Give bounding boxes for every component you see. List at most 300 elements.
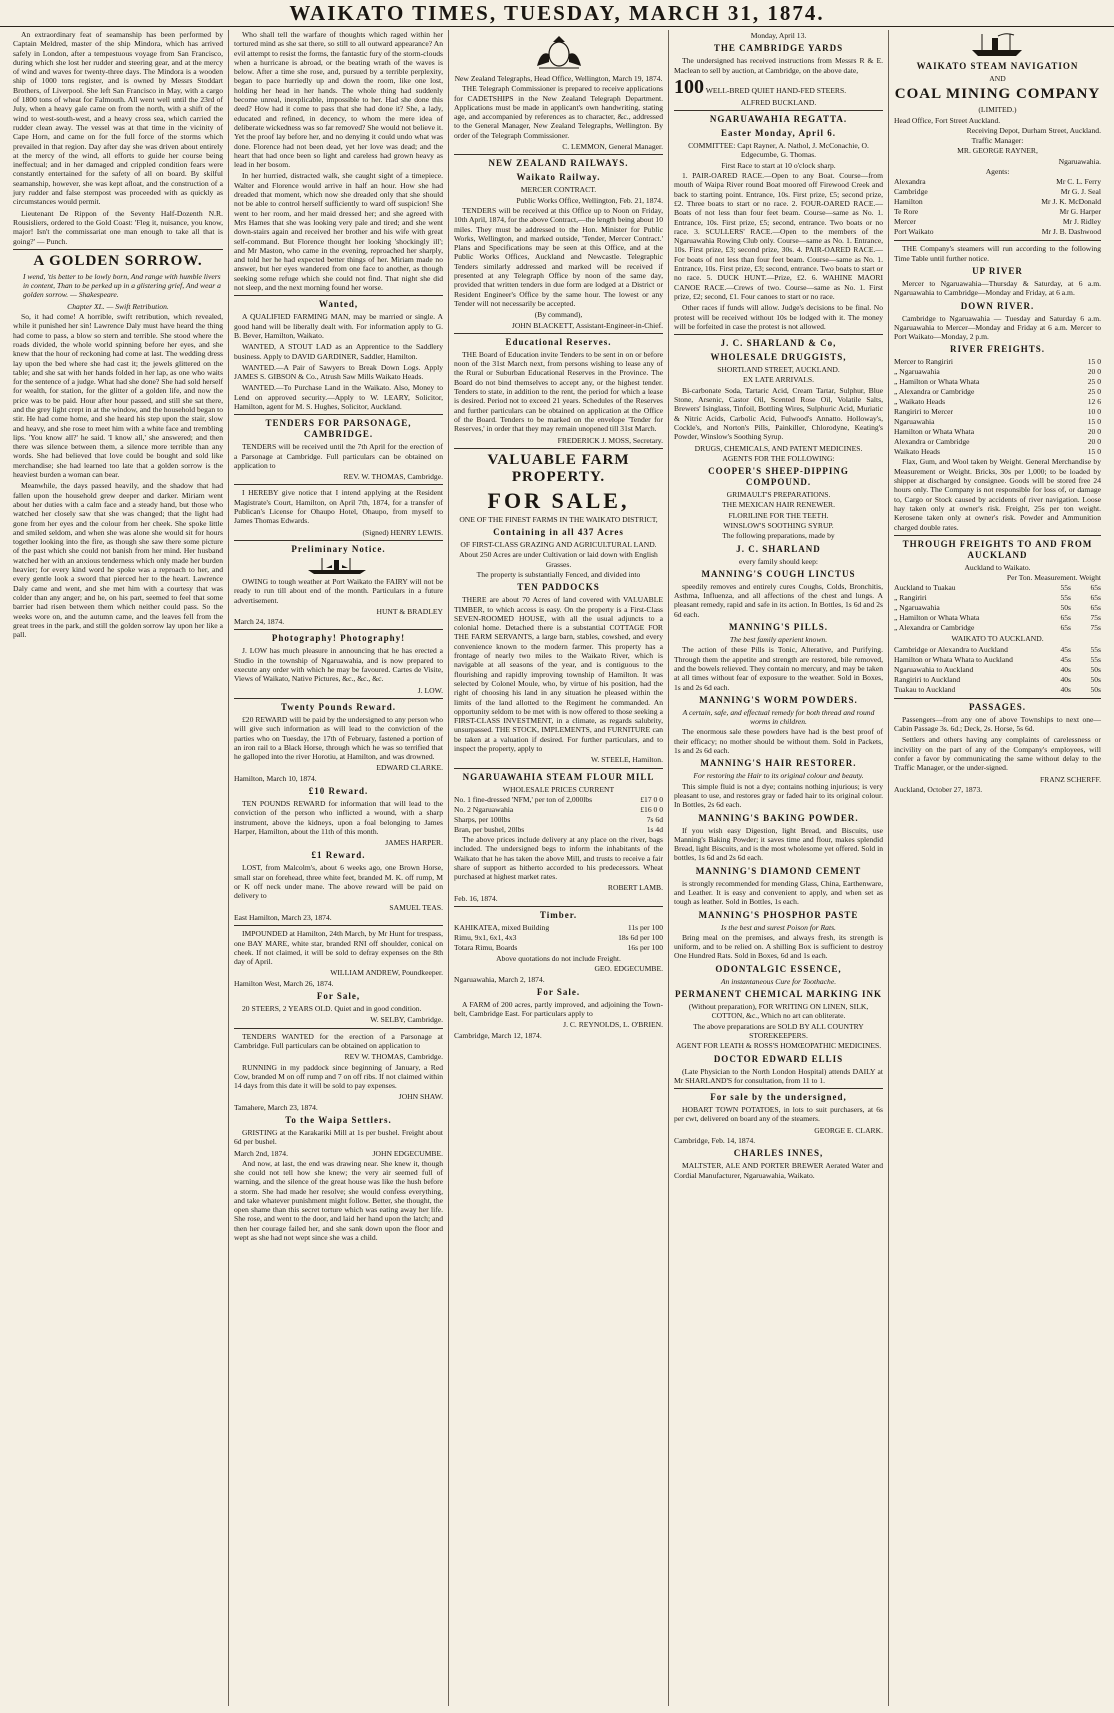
cement-heading: MANNING'S DIAMOND CEMENT (695, 865, 862, 876)
regatta-heading: NGARUAWAHIA REGATTA. (709, 114, 848, 125)
preliminary-heading: Preliminary Notice. (291, 543, 386, 554)
list-row (454, 795, 663, 805)
yards-heading: THE CAMBRIDGE YARDS (713, 43, 844, 54)
cooper-heading: COOPER'S SHEEP-DIPPING COMPOUND. (708, 466, 849, 488)
divider (234, 414, 443, 415)
story-title: A GOLDEN SORROW. (33, 252, 203, 269)
list-row (894, 387, 1101, 397)
worm-heading: MANNING'S WORM POWDERS. (699, 694, 858, 705)
passages-text: Passengers—from any one of above Townships to next one—Cabin Passage 3s. 6d.; Deck, 2s. Horse, 5s 6d. (894, 714, 1101, 734)
waipa-footer (234, 1149, 443, 1159)
punch-paragraph: Lieutenant De Rippon of the Seventy Half-Dozenth N.R. Rousisliers, ordered to the Gold Coast: 'Fleg it, nuisance, you know, major! Isn't the commissariat one man enough to take all that is going?' — Punch. (13, 208, 223, 246)
story-continued-2: In her hurried, distracted walk, she caught sight of a timepiece. Walter and Florence would arrive in half an hour. How she had dreaded that moment, which now she dreaded only that she should not be able to control herself sufficiently to ward off suspicion! She went to her room, and her maid dressed her; and she agreed with Mrs Hames that she was looking very pale and tired; and she went down-stairs again and received her brother and his wife with great self-command. But Florence thought her looking 'shockingly ill'; and Mr Maston, who came in the evening, reproached her sharply, and told her he had expected better things of her. Miriam made no answer, but her eyes wandered from one face to another, as though seeking some refuge which she could not find. That night she did not sleep, and the next morning found her worse. (234, 171, 443, 293)
reward1-heading: £1 Reward. (311, 850, 366, 861)
license-notice: I HEREBY give notice that I intend applying at the Resident Magistrate's Court, Hamilton, on April 7th, 1874, for a transfer of Publican's License for Ohaupo Hotel, Ohaupo, from myself to James Thomas Edwards. (234, 488, 443, 526)
traffic-manager: MR. GEORGE RAYNER, (957, 146, 1038, 156)
list-cell: Alexandra or Cambridge (894, 437, 970, 447)
list-row (454, 815, 663, 825)
list-row (454, 933, 663, 943)
parsonage-signature: REV. W. THOMAS, Cambridge. (343, 472, 443, 482)
impounded-text: IMPOUNDED at Hamilton, 24th March, by Mr Hunt for trespass, one BAY MARE, white star, branded RNI off shoulder, conical on cheek. If not claimed, it will be sold to defray expenses on the 8th day of April. (234, 929, 443, 967)
divider (234, 295, 443, 296)
regatta-committee: COMMITTEE: Capt Rayner, A. Nathol, J. McConachie, O. Edgecumbe, G. Thomas. (688, 141, 869, 160)
ellis-heading: DOCTOR EDWARD ELLIS (713, 1053, 844, 1064)
list-cell: Mercer (894, 217, 916, 227)
divider (234, 925, 443, 926)
divider (454, 448, 663, 449)
freight-row (894, 603, 1101, 613)
freight-weight: 55s (1090, 644, 1101, 654)
freight-weight: 65s (1090, 583, 1101, 593)
farm-forsale: FOR SALE, (487, 487, 630, 513)
freight-measurement: 40s (1060, 674, 1071, 684)
limited: (LIMITED.) (978, 105, 1017, 115)
list-cell: „ Waikato Heads (894, 397, 946, 407)
list-row (454, 923, 663, 933)
running-signature: JOHN SHAW. (398, 1092, 443, 1102)
running-text: RUNNING in my paddock since beginning of January, a Red Cow, branded M on off rump and 7 on off ribs. If not claimed within 14 days from this date it will be sold to pay expenses. (234, 1062, 443, 1091)
story-epigraph: I wend, 'tis better to be lowly born, And range with humble livers in content, Than to be perked up in a glistering grief, And wear a golden sorrow. — Shakespeare. (23, 271, 221, 300)
sharland-subheading: WHOLESALE DRUGGISTS, (710, 352, 847, 363)
list-cell: „ Ngaruawahia (894, 367, 940, 377)
sharland-drugs: DRUGS, CHEMICALS, AND PATENT MEDICINES. (694, 443, 863, 453)
divider (454, 906, 663, 907)
freight-measurement: 40s (1060, 664, 1071, 674)
freight-row (894, 613, 1101, 623)
waikato-auckland: WAIKATO TO AUCKLAND. (951, 634, 1044, 644)
forsale-signature: W. SELBY, Cambridge. (370, 1015, 443, 1025)
freight-route: Cambridge or Alexandra to Auckland (894, 644, 1008, 654)
potatoes-date: Cambridge, Feb. 14, 1874. (674, 1136, 756, 1146)
mill-price-list (454, 795, 663, 835)
railways-heading: NEW ZEALAND RAILWAYS. (488, 158, 629, 169)
freight-route: Rangiriri to Auckland (894, 674, 961, 684)
parsonage-heading: TENDERS FOR PARSONAGE, CAMBRIDGE. (265, 418, 412, 440)
list-cell: Bran, per bushel, 20lbs (454, 824, 525, 834)
educational-signature: FREDERICK J. MOSS, Secretary. (557, 435, 663, 445)
up-river-text: Mercer to Ngaruawahia—Thursday & Saturday, at 6 a.m. Ngaruawahia to Cambridge—Monday and Friday, at 6 a.m. (894, 278, 1101, 298)
freight-row (894, 593, 1101, 603)
receiving-depot: Receiving Depot, Durham Street, Auckland. (966, 125, 1101, 135)
forsale-heading: For Sale, (316, 991, 361, 1002)
telegraph-text: THE Telegraph Commissioner is prepared to receive applications for CADETSHIPS in the New Zealand Telegraph Department. Applications must be made in applicant's own handwriting, stating age, and accompanied by references as to character, &c., addressed to the General Manager, New Zealand Telegraphs, Wellington. By order of the Telegraph Commissioner. (454, 84, 663, 140)
hair-text: This simple fluid is not a dye; contains nothing injurious; is very pleasant to use, and restores gray or faded hair to its original colour. In Bottles, 2s 6d each. (674, 781, 883, 810)
column-5 (888, 30, 1106, 1706)
story-text: So, it had come! A horrible, swift retribution, which revealed, while it punished her sin! Lawrence Daly must have heard the thing had come to pass, a blow so stern and terrible. She stood where the roads divided, the whole world spinning before her eyes, and she knew that the hour of reckoning had come at last. The wedding dress lay upon the bed where she had cast it; the jewels glittered on the table; and she sat with her hands folded in her lap, as one who waits for the sentence of a judge. What had she done? She had sold herself for wealth, for station, for the glitter of a golden life, and now the price was to be paid. Hour after hour passed, and still she sat there, and the grey light crept in at the window, and the household began to stir. He had come home, and she heard his step upon the stair, slow and heavy, and she rose to meet him with a white face and trembling lips. 'You know all?' he said. 'I know all,' she answered; and then there was silence between them, a silence more terrible than any words. She had believed that love could be bought and sold like merchandise; she had learned too late that a golden sorrow is the heaviest burden a woman can bear. (13, 312, 223, 480)
list-cell: Mr J. K. McDonald (1041, 197, 1101, 207)
list-cell: 1s 4d (646, 824, 663, 834)
steam-heading: WAIKATO STEAM NAVIGATION (916, 61, 1079, 71)
list-row (894, 187, 1101, 197)
running-date: Tamahere, March 23, 1874. (234, 1102, 318, 1112)
sale-signature: J. C. REYNOLDS, L. O'BRIEN. (563, 1020, 663, 1030)
sharland-arrivals: EX LATE ARRIVALS. (743, 375, 814, 385)
list-row (894, 417, 1101, 427)
up-river-heading: UP RIVER (972, 265, 1023, 276)
divider (234, 629, 443, 630)
farm-paddocks: TEN PADDOCKS (517, 582, 600, 593)
reward1-signature: SAMUEL TEAS. (389, 902, 443, 912)
sale-heading: For Sale. (536, 986, 581, 997)
list-cell: No. 2 Ngaruawahia (454, 804, 514, 814)
hair-subheading: For restoring the Hair to its original colour and beauty. (693, 771, 864, 781)
railways-by-command: (By command), (534, 310, 583, 320)
through-list (894, 583, 1101, 633)
photography-heading: Photography! Photography! (271, 633, 406, 644)
waipa-date: March 2nd, 1874. (234, 1148, 288, 1158)
freight-row (894, 645, 1101, 655)
list-cell: £17 0 0 (640, 794, 663, 804)
royal-crest-icon (531, 32, 587, 72)
freight-route: „ Alexandra or Cambridge (894, 623, 975, 633)
freight-row (894, 583, 1101, 593)
regatta-races: 1. PAIR-OARED RACE.—Open to any Boat. Course—from mouth of Waipa River round Boat moored off Firewood Creek and back to starting point. Entrance, 10s. First prize, £5; second prize, £2. Three boats to start or no race. 2. FOUR-OARED RACE.—Boats of not less than four feet beam. Course—same as No. 1. Entrance, 10s. First prize, £5; second, entrance. Two boats or no race. 3. SCULLERS' RACE.—Open to the members of the Ngaruawahia Rowing Club only. Course—same as No. 1. Entrance, 10s. First prize, £3; second prize, 30s. 4. PAIR-OARED RACE.—For boats of not less than four feet beam. Course—same as No. 1. Entrance, 10s. First prize, £3; second, entrance. Two boats to start or no race. 5. DUCK HUNT.—Prize, £2. 6. WAHINE MAORI CANOE RACE.—Crews of two. Course—same as No. 1. First prize, £2; second, £1. Four canoes to start or no race. (674, 171, 883, 301)
freight-row (894, 675, 1101, 685)
paste-text: Bring meal on the premises, and always fresh, its strength is uniform, and to be relied on. A shilling Box is sufficient to destroy One Hundred Rats. Sold in Boxes, 6d and 1s each. (674, 932, 883, 961)
divider (894, 698, 1101, 699)
column-2 (228, 30, 448, 1706)
reward20-text: £20 REWARD will be paid by the undersigned to any person who will give such information as will lead to the conviction of the parties who on Tuesday, the 17th of February, fastened a portion of an iron rail to a Black Horse, through which he was so terrified that he galloped into the river Horotiu, at Hamilton, and was drowned. (234, 714, 443, 762)
educational-text: THE Board of Education invite Tenders to be sent in on or before noon of the 31st March next, from persons wishing to lease any of the Rural or Suburban Educational Reserves in the Province. The Board do not bind themselves to accept any, or the highest tender. Tenders to state, in addition to the rent, the period for which a lease is desired. Period not to exceed 21 years. Schedules of the Reserves and further particulars can be obtained on application at the Office of the Board. Tenders to be marked on the envelope 'Tender for Reserves,' in order that they may remain unopened till 31st March. (454, 349, 663, 434)
sold-by: The above preparations are SOLD BY ALL COUNTRY STOREKEEPERS. (693, 1021, 864, 1040)
paste-heading: MANNING'S PHOSPHOR PASTE (698, 909, 859, 920)
freight-measurement: 55s (1060, 593, 1071, 603)
agents-heading: Agents: (985, 167, 1010, 177)
mill-date: Feb. 16, 1874. (454, 893, 498, 903)
reward10-signature: JAMES HARPER. (385, 838, 443, 848)
freight-weight: 50s (1090, 664, 1101, 674)
photography-signature: J. LOW. (417, 685, 443, 695)
divider (234, 698, 443, 699)
farm-heading: VALUABLE FARM PROPERTY. (487, 451, 630, 485)
list-cell: „ Alexandra or Cambridge (894, 387, 975, 397)
baking-heading: MANNING'S BAKING POWDER. (698, 812, 859, 823)
license-signature: (Signed) HENRY LEWIS. (362, 527, 443, 537)
list-cell: 20 0 (1087, 437, 1101, 447)
floriline-heading: FLORILINE FOR THE TEETH. (728, 510, 829, 520)
cough-heading: MANNING'S COUGH LINCTUS (701, 568, 856, 579)
yards-signature: ALFRED BUCKLAND. (740, 97, 817, 107)
regatta-start: First Race to start at 10 o'clock sharp. (721, 160, 836, 170)
list-cell: 15 0 (1087, 447, 1101, 457)
freight-row (894, 623, 1101, 633)
wanted-stout-lad: WANTED, A STOUT LAD as an Apprentice to the Saddlery business. Apply to DAVID GARDINER, Saddler, Hamilton. (234, 342, 443, 361)
tenders-church-text: TENDERS WANTED for the erection of a Parsonage at Cambridge. Full particulars can be obtained on application to (234, 1031, 443, 1050)
worm-subheading: A certain, safe, and effectual remedy for both thread and round worms in children. (682, 707, 875, 727)
yards-text: The undersigned has received instructions from Messrs R & E. Maclean to sell by auction, at Cambridge, on the above date, (674, 56, 883, 75)
marking-heading: PERMANENT CHEMICAL MARKING INK (674, 989, 883, 1000)
settlers-text: Settlers and others having any complaints of carelessness or incivility on the part of any of the Company's employees, will confer a favor by communicating the same without delay to the Traffic Manager, or the under-signed. (894, 735, 1101, 773)
list-cell: 11s per 100 (627, 923, 663, 932)
yards-count: 100 (674, 75, 704, 98)
farm-cultivation: About 250 Acres are under Cultivation or laid down with English Grasses. (459, 550, 658, 569)
list-row (894, 437, 1101, 447)
list-cell: Mercer to Rangiriri (894, 357, 954, 367)
sharland-address: SHORTLAND STREET, AUCKLAND. (717, 365, 840, 375)
freight-measurement: 65s (1060, 613, 1071, 623)
waipa-signature: JOHN EDGECUMBE. (372, 1148, 443, 1158)
freight-route: „ Hamilton or Whata Whata (894, 613, 980, 623)
grimault-heading: GRIMAULT'S PREPARATIONS. (726, 490, 831, 500)
story-continued-3: And now, at last, the end was drawing near. She knew it, though she could not tell how she knew; the very air seemed full of warning, and the silence of the great house was like the hush before a storm. She had made her resolve; she would confess everything, and take whatever punishment might follow. Better, she thought, the open shame than this secret torture which was eating away her life. She rose, and went to the door, and laid her hand upon the latch; and then her courage failed her, and she sank down upon the floor and wept as she had not wept since she was a child. (234, 1158, 443, 1242)
innes-text: MALTSTER, ALE AND PORTER BREWER Aerated Water and Cordial Manufacturer, Ngaruawahia, Waikato. (674, 1161, 883, 1180)
freight-weight: 75s (1090, 613, 1101, 623)
wanted-land: WANTED.—To Purchase Land in the Waikato. Also, Money to Lend on approved security.—Apply to W. LEARY, Solicitor, Hamilton, agent for M. S. Hughes, Solicitor, Auckland. (234, 383, 443, 411)
forsale-text: 20 STEERS, 2 YEARS OLD. Quiet and in good condition. (242, 1004, 422, 1014)
list-row (454, 825, 663, 835)
sharland-text: Bi-carbonate Soda, Tartaric Acid, Cream Tartar, Sulphur, Blue Stone, Arsenic, Castor Oil, Scented Rose Oil, Volatile Salts, Brewers' Isinglass, Tinfoil, Bottling Wires, Sulphuric Acid, Muriatic & Nitric Acids, Carbolic Acid, Fulwood's Annatto. Holloway's, Cockle's, and Norton's Pills, Painkiller, Chlorodyne, Keating's Powder, Winslow's Soothing Syrup. (674, 385, 883, 442)
reward10-heading: £10 Reward. (308, 786, 369, 796)
down-river-text: Cambridge to Ngaruawahia — Tuesday and Saturday 6 a.m. Ngaruawahia to Mercer—Monday and Friday at 6 a.m. Mercer to Port Waikato—Monday, 2 p.m. (894, 313, 1101, 342)
pills-subheading: The best family aperient known. (729, 635, 828, 645)
reward1-text: LOST, from Malcolm's, about 6 weeks ago, one Brown Horse, small star on forehead, three white feet, branded M. K. off rump, M or K off neck under mane. The above reward will be paid on delivery to (234, 863, 443, 901)
freight-weight: 55s (1090, 654, 1101, 664)
freight-row (894, 685, 1101, 695)
reward20-heading: Twenty Pounds Reward. (280, 701, 397, 712)
divider (674, 1088, 883, 1089)
timber-price-list (454, 923, 663, 953)
timber-note: Above quotations do not include Freight. (496, 954, 621, 963)
columns (8, 30, 1106, 1706)
list-cell: £16 0 0 (640, 804, 663, 814)
list-cell: Ngaruawahia (894, 417, 935, 427)
farm-grazing: OF FIRST-CLASS GRAZING AND AGRICULTURAL LAND. (460, 540, 657, 550)
worm-text: The enormous sale these powders have had is the best proof of their efficacy; no mother should be without them. Sold in Packets, 1s and 2s 6d each. (674, 727, 883, 756)
preliminary-text: OWING to tough weather at Port Waikato the FAIRY will not be ready to run till about end of the month. Particulars in a future advertisement. (234, 576, 443, 605)
down-river-heading: DOWN RIVER. (960, 300, 1035, 311)
freights-note: Flax, Gum, and Wool taken by Weight. General Merchandise by Measurement or Weight. Bricks, 30s per 1,000; to be loaded by shipper at discharged by consignee. Goods will be stored free 24 hours only. The Company is not responsible for loss of, or damage to, Cargo or Stock caused by accidents of river navigation. Loose hay taken only at owner's risk. Freight, 25s per ton weight. Kerosene taken only at owner's risk. Powder and Ammunition charged double rates. (894, 457, 1101, 532)
list-cell: 20 0 (1087, 427, 1101, 437)
divider (234, 540, 443, 541)
chapter-heading: Chapter XL. — Swift Retribution. (67, 301, 169, 311)
list-cell: Totara Rimu, Boards (454, 943, 518, 952)
list-cell: Sharps, per 100lbs (454, 814, 511, 824)
list-cell: 7s 6d (646, 814, 663, 824)
coal-heading: COAL MINING COMPANY (894, 86, 1101, 103)
list-row (454, 805, 663, 815)
freight-row (894, 655, 1101, 665)
reward1-date: East Hamilton, March 23, 1874. (234, 912, 332, 922)
regatta-footer: Other races if funds will allow. Judge's decisions to be final. No protest will be received without 10s be lodged with it. The money will be forfeited in case the protest is not allowed. (674, 303, 883, 331)
telegraph-office: New Zealand Telegraphs, Head Office, Wellington, March 19, 1874. (454, 74, 663, 83)
through-subheading: Auckland to Waikato. (964, 562, 1031, 572)
steam-and: AND (989, 74, 1006, 83)
preliminary-date: March 24, 1874. (234, 617, 285, 627)
head-office: Head Office, Fort Street Auckland. (894, 115, 1001, 125)
timetable-text: THE Company's steamers will run according to the following Time Table until further notice. (894, 244, 1101, 263)
pills-text: The action of these Pills is Tonic, Alterative, and Purifying. Through them the appetite and strength are restored, bile removed, and the bowels relieved. They contain no mercury, and may be taken at all times without fear of exposure to the weather. Sold in Boxes, 1s and 2s 6d each. (674, 645, 883, 692)
pills-heading: MANNING'S PILLS. (728, 622, 828, 633)
list-cell: Mr G. Harper (1059, 207, 1101, 217)
list-cell: Hamilton or Whata Whata (894, 427, 975, 437)
railways-contract: MERCER CONTRACT. (520, 185, 597, 195)
list-cell: 18s 6d per 100 (618, 933, 663, 942)
list-cell: Mr C. L. Ferry (1056, 177, 1101, 187)
freight-row (894, 665, 1101, 675)
list-row (894, 227, 1101, 237)
potatoes-text: HOBART TOWN POTATOES, in lots to suit purchasers, at 6s per cwt, delivered on board any of the steamers. (674, 1105, 883, 1124)
passages-heading: PASSAGES. (968, 701, 1027, 712)
column-4 (668, 30, 888, 1706)
freight-route: „ Ngaruawahia (894, 603, 940, 613)
sale-text: A FARM of 200 acres, partly improved, and adjoining the Town-belt, Cambridge East. For particulars apply to (454, 999, 663, 1019)
list-row (894, 407, 1101, 417)
freight-measurement: 55s (1060, 583, 1071, 593)
impounded-date: Hamilton West, March 26, 1874. (234, 978, 334, 988)
traffic-manager-place: Ngaruawahia. (1058, 156, 1101, 166)
wanted-sawyers: WANTED.—A Pair of Sawyers to Break Down Logs. Apply JAMES S. GIBSON & Co., Atrush Saw Mills Waikato Heads. (234, 362, 443, 382)
wanted-farming-man: A QUALIFIED FARMING MAN, may be married or single. A good hand will be liberally dealt with. For information apply to G. B. Bever, Hamilton, Waikato. (234, 312, 443, 340)
divider (454, 768, 663, 769)
waipa-text: GRISTING at the Karakariki Mill at 1s per bushel. Freight about 6d per bushel. (234, 1128, 443, 1147)
winslow-heading: WINSLOW'S SOOTHING SYRUP. (723, 520, 834, 530)
story-continued: Who shall tell the warfare of thoughts which raged within her tortured mind as she sat there, so still to all outward appearance? An evil attempt to resist the forms, the fantastic fury of the storm-clouds when a hurricane is abroad, or the beating wrath of the waves is below. After a time she rose, and, pursued by a terrible perplexity, began to pace hurriedly up and down the room, like one lost, holding her head in her hands. The whole thing had suddenly become unreal, inexplicable, impossible to her. Had she done this deed? How had it come to pass that she had done it? She, a lady, educated and refined, in decency, to whom the mere idea of deliberate wickedness was so far removed? She would not believe it. Yet the proof lay before her, and no denying it could undo what was done. Florence had not been dead, yet her love was dead; and the heart that had once been so light and careless had grown heavy as lead in her bosom. (234, 30, 443, 170)
farm-text: THERE are about 70 Acres of land covered with VALUABLE TIMBER, to which access is easy. On the property is a First-Class SEVEN-ROOMED HOUSE, with all the usual adjuncts to a colonial home. Detached there is a substantial COTTAGE FOR THE FARM SERVANTS, a large barn, stables, cowshed, and every convenience known to the modern farmer. This property has a frontage of nearly two miles to the Waikato River, which is navigable at all seasons of the year, and is contiguous to the flourishing and rapidly improving township of Hamilton. It was selected by Colonel Moule, who, by virtue of his position, had the right of choosing his land in any situation he pleased within the limits of the land allotted to the Regiment he commanded. An opportunity seldom to be met with is now offered to those seeking a FIRST-CLASS INVESTMENT, in a climate, as regards salubrity, unsurpassed. THE STOCK, IMPLEMENTS, and FURNITURE can be taken at a valuation if desired. For further particulars, and to inspect the property, apply to (454, 595, 663, 754)
tenders-church-signature: REV W. THOMAS, Cambridge. (344, 1052, 443, 1062)
list-cell: No. 1 fine-dressed 'NFM,' per ton of 2,000lbs (454, 794, 593, 804)
freight-route: Hamilton or Whata Whata to Auckland (894, 654, 1013, 664)
innes-heading: CHARLES INNES, (733, 1148, 824, 1159)
mill-heading: NGARUAWAHIA STEAM FLOUR MILL (462, 771, 655, 782)
freight-weight: 75s (1090, 623, 1101, 633)
list-cell: Cambridge (894, 187, 928, 197)
list-cell: Hamilton (894, 197, 923, 207)
list-row (454, 943, 663, 953)
preliminary-signature: HUNT & BRADLEY (376, 606, 443, 616)
potatoes-signature: GEORGE E. CLARK. (814, 1125, 883, 1135)
story-continuation: Meanwhile, the days passed heavily, and the shadow that had fallen upon the household grew deeper and darker. Miriam went about her duties with a calm face and a steady hand, but those who watched her closely saw that she was changed; that the light had gone from her eyes and the colour from her cheek. She spoke little and smiled seldom, and when she was alone she would sit for hours together looking into the fire, as though she saw there some picture of the past which she could not banish from her mind. Her husband watched her with an anxious tenderness which only made her burden heavier; for every kind word he spoke was a reproach to her, and every gentle look a sword that pierced her to the heart. Lawrence Daly came and went, and she met him with a courtesy that was colder than any anger; and he, on his part, seemed to feel that some barrier had risen between them which neither could pass. So the weeks wore on, and the autumn came, and the leaves fell from the great trees in the park, and still the golden sorrow lay upon her like a pall. (13, 481, 223, 640)
freight-measurement: 50s (1060, 603, 1071, 613)
railways-subheading: Waikato Railway. (516, 172, 601, 183)
list-row (894, 207, 1101, 217)
potatoes-heading: For sale by the undersigned, (710, 1092, 847, 1103)
parsonage-text: TENDERS will be received until the 7th April for the erection of a Parsonage at Cambridge. Full particulars can be obtained on application to (234, 442, 443, 470)
list-cell: Te Rore (894, 207, 919, 217)
agents-heading: AGENTS FOR THE FOLLOWING: (722, 453, 835, 463)
list-cell: 15 0 (1087, 417, 1101, 427)
list-cell: Waikato Heads (894, 447, 940, 457)
timber-heading: Timber. (539, 910, 578, 920)
wanted-heading: Wanted, (318, 299, 359, 310)
reward20-date: Hamilton, March 10, 1874. (234, 773, 317, 783)
hair-heading: MANNING'S HAIR RESTORER. (700, 758, 857, 769)
farm-acres: Containing in all 437 Acres (493, 527, 624, 538)
sharland-heading: J. C. SHARLAND & Co, (720, 338, 837, 349)
farm-one: ONE OF THE FINEST FARMS IN THE WAIKATO DISTRICT, (459, 514, 658, 524)
reward20-signature: EDWARD CLARKE. (376, 763, 443, 773)
mill-subheading: WHOLESALE PRICES CURRENT (502, 784, 615, 794)
reward10-text: TEN POUNDS REWARD for information that will lead to the conviction of the person who inflicted a wound, with a sharp instrument, above the kidneys, upon a foal belonging to James Harper, Hamilton, about the 11th of this month. (234, 799, 443, 836)
seamanship-article: An extraordinary feat of seamanship has been performed by Captain Meldred, master of the ship Mindora, which has arrived safely in London, after a tempestuous voyage from San Francisco, during which she lost her rudder and steering gear, and at the mercy of wind and waves for twenty-three days. The Mindora is a wooden ship of 1000 tons register, and is owned by Messrs Stoddart Brothers, of Liverpool. She left San Francisco in May, with a cargo of 1800 tons of wheat for Falmouth. All went well until the 23rd of July, when a heavy gale came on from the north, with a shift of the wind to west-south-west, and a heavy cross sea, which carried the rudder clean away. The vessel was at that time in the vicinity of Cape Horn, and came on for the full force of the storms which prevailed in that region. Day after day she was driven about entirely at the mercy of the wind, all efforts to guide her course being ineffectual; and in her damaged and crippled condition fears were constantly entertained for the safety of all on board. By skilful seamanship, however, she was kept afloat, and the construction of a jury rudder and false sternpost was proceeded with as quickly as circumstances would permit. (13, 30, 223, 207)
odontalgic-heading: ODONTALGIC ESSENCE, (715, 963, 842, 974)
farm-fenced: The property is substantially Fenced, and divided into (476, 569, 641, 579)
list-cell: Mr G. J. Seal (1060, 187, 1101, 197)
divider (13, 249, 223, 250)
freights-heading: RIVER FREIGHTS. (949, 344, 1045, 355)
yards-lot (674, 77, 883, 97)
freight-weight: 65s (1090, 603, 1101, 613)
freight-weight: 50s (1090, 684, 1101, 694)
baking-text: If you wish easy Digestion, light Bread, and Biscuits, use Manning's Baking Powder; it saves time and flour, makes splendid Bread, light Biscuits, and is the most wholesome yet offered. Sold in bottles, 1s 6d and 2s 6d each. (674, 825, 883, 863)
agents-list (894, 177, 1101, 237)
ellis-text: (Late Physician to the North London Hospital) attends DAILY at Mr SHARLAND'S for consultation, from 11 to 1. (674, 1066, 883, 1085)
photography-text: J. LOW has much pleasure in announcing that he has erected a Studio in the township of Ngaruawahia, and is now prepared to execute any order with which he may be favoured. Cartes de Visite, Views of Waikato, Native Pictures, &c., &c., &c. (234, 646, 443, 684)
freight-measurement: 40s (1060, 684, 1071, 694)
railways-office: Public Works Office, Wellington, Feb. 21, 1874. (516, 195, 663, 205)
freight-route: Auckland to Tuakau (894, 583, 956, 593)
list-row (894, 397, 1101, 407)
freight-measurement: 45s (1060, 644, 1071, 654)
list-cell: Alexandra (894, 177, 926, 187)
steamship-icon (968, 32, 1028, 58)
yards-lot-description: WELL-BRED QUIET HAND-FED STEERS. (705, 85, 847, 95)
list-cell: 10 0 (1087, 407, 1101, 417)
mill-signature: ROBERT LAMB. (607, 883, 663, 893)
odontalgic-subheading: An instantaneous Cure for Toothache. (720, 976, 837, 986)
divider (234, 484, 443, 485)
settlers-signature: FRANZ SCHERFF. (1039, 774, 1101, 784)
list-cell: Port Waikato (894, 227, 934, 237)
telegraph-signature: C. LEMMON, General Manager. (562, 142, 663, 152)
divider (454, 333, 663, 334)
list-row (894, 427, 1101, 437)
divider (674, 334, 883, 335)
freight-weight: 65s (1090, 593, 1101, 603)
column-3 (448, 30, 668, 1706)
list-row (894, 447, 1101, 457)
timber-signature: GEO. EDGECUMBE. (594, 964, 663, 974)
divider (894, 535, 1101, 536)
list-row (894, 377, 1101, 387)
railways-text: TENDERS will be received at this Office up to Noon on Friday, 10th April, 1874, for the above Contract,—the length being about 10 miles. They must be addressed to the Hon. Minister for Public Works, Wellington, and marked outside, 'Tender, Mercer Contract.' Plans and Specifications may be seen at this Office, and at the Public Works Offices, Auckland and Newcastle. Telegraphic Tenders similarly addressed and marked will be received if presented at any Telegraph Office by noon of the same day, provided that written tenders in due form are lodged at a District or Resident Engineer's Office by the same hour. The lowest or any Tender will not necessarily be accepted. (454, 205, 663, 308)
list-cell: KAHIKATEA, mixed Building (454, 923, 550, 932)
freight-route: Ngaruawahia to Auckland (894, 664, 974, 674)
freight-route: Tuakau to Auckland (894, 684, 956, 694)
divider (234, 1028, 443, 1029)
sharland-family: every family should keep: (738, 556, 819, 566)
freight-weight: 50s (1090, 674, 1101, 684)
farm-signature: W. STEELE, Hamilton. (590, 755, 663, 765)
cement-text: is strongly recommended for mending Glass, China, Earthenware, and Leather. It is easy and convenient to apply, and when set as tough as leather. Sold in Bottles, 1s each. (674, 878, 883, 907)
through-columns: Per Ton. Measurement. Weight (1006, 573, 1101, 583)
freight-measurement: 65s (1060, 623, 1071, 633)
mexican-heading: THE MEXICAN HAIR RENEWER. (721, 500, 836, 510)
list-cell: Mr J. B. Dashwood (1041, 227, 1101, 237)
list-cell: 20 0 (1087, 367, 1101, 377)
through-heading: THROUGH FREIGHTS TO AND FROM AUCKLAND (902, 538, 1093, 560)
freight-route: „ Rangiriri (894, 593, 927, 603)
column-1 (8, 30, 228, 1706)
paste-subheading: Is the best and surest Poison for Rats. (721, 922, 836, 932)
list-cell: 25 0 (1087, 377, 1101, 387)
yards-date: Monday, April 13. (750, 31, 807, 40)
divider (454, 154, 663, 155)
regatta-date: Easter Monday, April 6. (720, 128, 837, 139)
list-cell: 16s per 100 (627, 943, 663, 952)
divider (674, 110, 883, 111)
impounded-signature: WILLIAM ANDREW, Poundkeeper. (330, 968, 443, 978)
mill-note: The above prices include delivery at any place on the river, bags included. The undersigned begs to inform the inhabitants of the Waikato that he has taken the above Mill, and trusts to receive a fair share of support as hitherto accorded to his predecessors. Wheat purchased at highest market rates. (454, 834, 663, 882)
traffic-label: Traffic Manager: (971, 136, 1024, 146)
list-row (894, 217, 1101, 227)
list-cell: „ Hamilton or Whata Whata (894, 377, 980, 387)
educational-heading: Educational Reserves. (505, 336, 612, 347)
list-row (894, 357, 1101, 367)
return-list (894, 645, 1101, 695)
waipa-heading: To the Waipa Settlers. (285, 1115, 392, 1126)
divider (894, 240, 1101, 241)
railways-signature: JOHN BLACKETT, Assistant-Engineer-in-Chief. (511, 320, 663, 330)
